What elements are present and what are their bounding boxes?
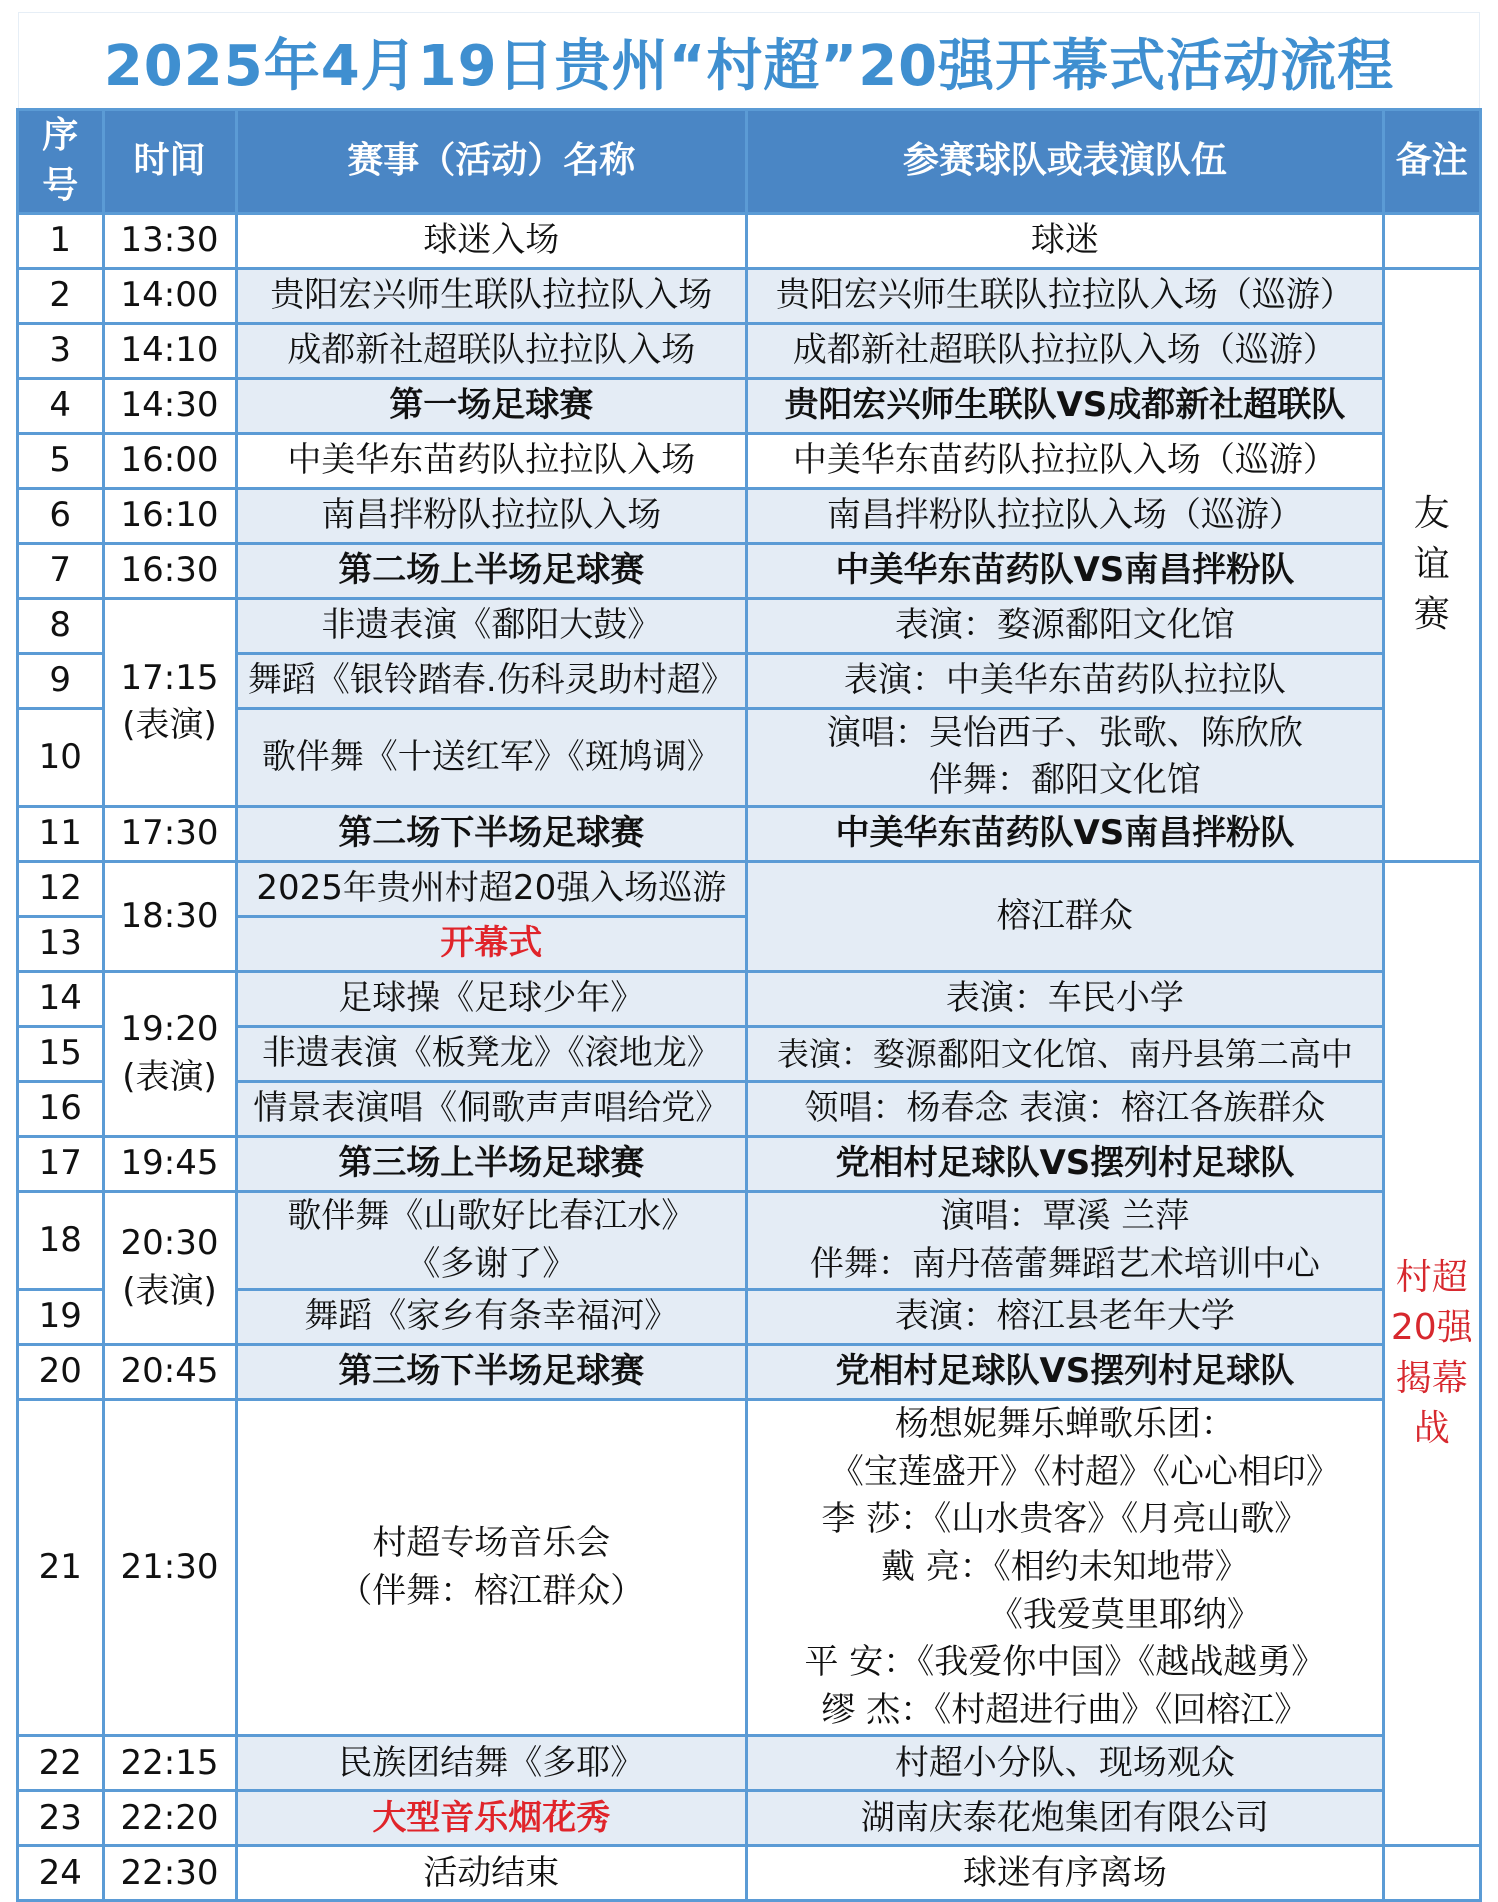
row-no: 10 <box>18 708 104 806</box>
row-time: 17:30 <box>103 806 236 861</box>
row-no: 12 <box>18 861 104 916</box>
row-name: 球迷入场 <box>236 213 747 268</box>
row-team: 成都新社超联队拉拉队入场（巡游） <box>747 323 1384 378</box>
row-team: 球迷 <box>747 213 1384 268</box>
row-name: 舞蹈《家乡有条幸福河》 <box>236 1290 747 1345</box>
row-no: 4 <box>18 378 104 433</box>
table-row <box>18 268 1481 323</box>
note-opening-match: 村超 20强 揭幕 战 <box>1383 861 1480 1845</box>
row-time: 16:10 <box>103 488 236 543</box>
table-row <box>18 971 1481 1026</box>
row-no: 13 <box>18 916 104 971</box>
row-no: 23 <box>18 1791 104 1846</box>
row-time: 19:20 (表演) <box>103 971 236 1136</box>
row-team: 领唱：杨春念 表演：榕江各族群众 <box>747 1081 1384 1136</box>
row-team: 表演：婺源鄱阳文化馆、南丹县第二高中 <box>747 1026 1384 1081</box>
row-team: 表演：榕江县老年大学 <box>747 1290 1384 1345</box>
table-row <box>18 653 1481 708</box>
row-name: 非遗表演《板凳龙》《滚地龙》 <box>236 1026 747 1081</box>
table-row <box>18 708 1481 806</box>
row-team: 南昌拌粉队拉拉队入场（巡游） <box>747 488 1384 543</box>
row-name: 非遗表演《鄱阳大鼓》 <box>236 598 747 653</box>
page-title: 2025年4月19日贵州“村超”20强开幕式活动流程 <box>18 12 1480 112</box>
row-no: 17 <box>18 1136 104 1191</box>
table-row <box>18 213 1481 268</box>
row-team: 表演：婺源鄱阳文化馆 <box>747 598 1384 653</box>
row-no: 21 <box>18 1400 104 1736</box>
row-time: 16:30 <box>103 543 236 598</box>
row-name: 南昌拌粉队拉拉队入场 <box>236 488 747 543</box>
header-no: 序号 <box>18 110 104 214</box>
row-note <box>1383 213 1480 268</box>
schedule-table <box>16 108 1482 1902</box>
row-no: 16 <box>18 1081 104 1136</box>
row-team: 湖南庆泰花炮集团有限公司 <box>747 1791 1384 1846</box>
row-name: 第二场上半场足球赛 <box>236 543 747 598</box>
table-row <box>18 806 1481 861</box>
header-team: 参赛球队或表演队伍 <box>747 110 1384 214</box>
row-team: 中美华东苗药队拉拉队入场（巡游） <box>747 433 1384 488</box>
row-time: 18:30 <box>103 861 236 971</box>
row-name: 贵阳宏兴师生联队拉拉队入场 <box>236 268 747 323</box>
row-time: 13:30 <box>103 213 236 268</box>
row-no: 14 <box>18 971 104 1026</box>
table-row <box>18 488 1481 543</box>
row-name: 第三场下半场足球赛 <box>236 1345 747 1400</box>
row-team: 表演：车民小学 <box>747 971 1384 1026</box>
row-no: 19 <box>18 1290 104 1345</box>
row-name: 2025年贵州村超20强入场巡游 <box>236 861 747 916</box>
table-row <box>18 1846 1481 1901</box>
table-row <box>18 1081 1481 1136</box>
row-team: 村超小分队、现场观众 <box>747 1736 1384 1791</box>
table-row <box>18 1791 1481 1846</box>
row-time: 21:30 <box>103 1400 236 1736</box>
row-name: 第二场下半场足球赛 <box>236 806 747 861</box>
row-time: 17:15 (表演) <box>103 598 236 806</box>
row-no: 7 <box>18 543 104 598</box>
table-header-row <box>18 110 1481 214</box>
row-team: 党相村足球队VS摆列村足球队 <box>747 1345 1384 1400</box>
row-team: 表演：中美华东苗药队拉拉队 <box>747 653 1384 708</box>
row-team: 杨想妮舞乐蝉歌乐团： 《宝莲盛开》《村超》《心心相印》 李 莎：《山水贵客》《月亮山歌》 戴 亮：《相约未知地带》 《我爱莫里耶纳》 平 安：《我爱你中国》《越战越勇》 缪 杰：《村超进行曲》《回榕江》 <box>747 1400 1384 1736</box>
row-time: 14:30 <box>103 378 236 433</box>
row-time: 20:45 <box>103 1345 236 1400</box>
table-row <box>18 861 1481 916</box>
table-row <box>18 598 1481 653</box>
table-row <box>18 378 1481 433</box>
row-time: 22:15 <box>103 1736 236 1791</box>
row-name: 活动结束 <box>236 1846 747 1901</box>
row-name: 舞蹈《银铃踏春.伤科灵助村超》 <box>236 653 747 708</box>
row-team: 党相村足球队VS摆列村足球队 <box>747 1136 1384 1191</box>
row-team: 榕江群众 <box>747 861 1384 971</box>
row-no: 22 <box>18 1736 104 1791</box>
row-name: 歌伴舞《十送红军》《斑鸠调》 <box>236 708 747 806</box>
row-name: 成都新社超联队拉拉队入场 <box>236 323 747 378</box>
header-note: 备注 <box>1383 110 1480 214</box>
row-time: 22:20 <box>103 1791 236 1846</box>
row-time: 19:45 <box>103 1136 236 1191</box>
table-row <box>18 1026 1481 1081</box>
row-name: 足球操《足球少年》 <box>236 971 747 1026</box>
row-name: 民族团结舞《多耶》 <box>236 1736 747 1791</box>
row-name: 中美华东苗药队拉拉队入场 <box>236 433 747 488</box>
row-no: 8 <box>18 598 104 653</box>
row-name: 开幕式 <box>236 916 747 971</box>
row-team: 贵阳宏兴师生联队拉拉队入场（巡游） <box>747 268 1384 323</box>
note-friendly-match: 友 谊 赛 <box>1383 268 1480 861</box>
row-no: 2 <box>18 268 104 323</box>
row-no: 20 <box>18 1345 104 1400</box>
table-row <box>18 1290 1481 1345</box>
table-row <box>18 1400 1481 1736</box>
row-time: 14:10 <box>103 323 236 378</box>
table-row <box>18 1736 1481 1791</box>
row-no: 11 <box>18 806 104 861</box>
row-no: 6 <box>18 488 104 543</box>
row-name: 大型音乐烟花秀 <box>236 1791 747 1846</box>
table-row <box>18 543 1481 598</box>
row-team: 贵阳宏兴师生联队VS成都新社超联队 <box>747 378 1384 433</box>
row-team: 演唱：吴怡西子、张歌、陈欣欣 伴舞：鄱阳文化馆 <box>747 708 1384 806</box>
row-name: 第一场足球赛 <box>236 378 747 433</box>
header-time: 时间 <box>103 110 236 214</box>
table-row <box>18 1191 1481 1289</box>
row-time: 20:30 (表演) <box>103 1191 236 1344</box>
row-no: 1 <box>18 213 104 268</box>
row-no: 24 <box>18 1846 104 1901</box>
row-no: 18 <box>18 1191 104 1289</box>
row-time: 14:00 <box>103 268 236 323</box>
row-team: 中美华东苗药队VS南昌拌粉队 <box>747 806 1384 861</box>
row-team: 球迷有序离场 <box>747 1846 1384 1901</box>
table-row <box>18 1345 1481 1400</box>
row-no: 5 <box>18 433 104 488</box>
header-event-name: 赛事（活动）名称 <box>236 110 747 214</box>
row-name: 情景表演唱《侗歌声声唱给党》 <box>236 1081 747 1136</box>
row-no: 3 <box>18 323 104 378</box>
row-name: 第三场上半场足球赛 <box>236 1136 747 1191</box>
row-time: 16:00 <box>103 433 236 488</box>
row-name: 村超专场音乐会 （伴舞：榕江群众） <box>236 1400 747 1736</box>
table-row <box>18 323 1481 378</box>
row-time: 22:30 <box>103 1846 236 1901</box>
row-no: 15 <box>18 1026 104 1081</box>
row-team: 中美华东苗药队VS南昌拌粉队 <box>747 543 1384 598</box>
table-row <box>18 1136 1481 1191</box>
row-note <box>1383 1846 1480 1901</box>
row-no: 9 <box>18 653 104 708</box>
table-row <box>18 433 1481 488</box>
row-name: 歌伴舞《山歌好比春江水》 《多谢了》 <box>236 1191 747 1289</box>
row-team: 演唱：覃溪 兰萍 伴舞：南丹蓓蕾舞蹈艺术培训中心 <box>747 1191 1384 1289</box>
